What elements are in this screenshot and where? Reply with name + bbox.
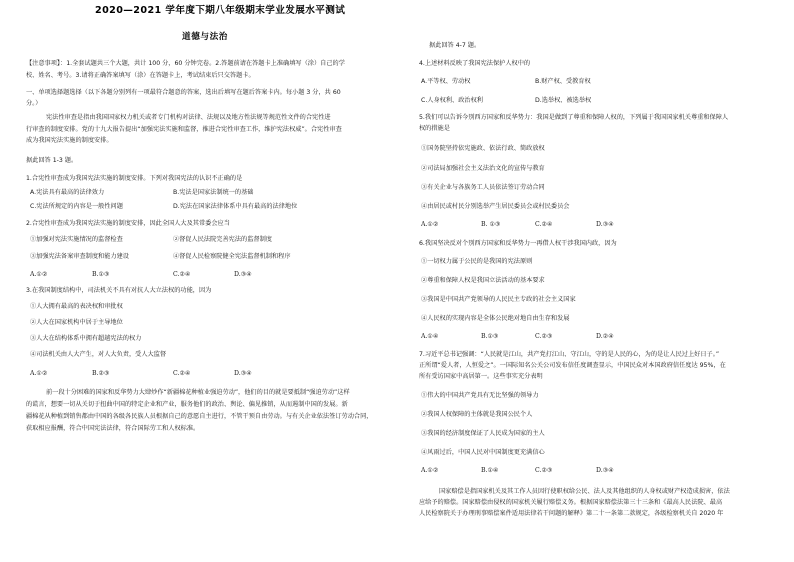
q6-choice-c: C.②③ bbox=[535, 333, 553, 340]
q2-choice-b: B.①③ bbox=[92, 271, 110, 278]
q2-choice-d: D.③④ bbox=[234, 271, 252, 278]
q5-choice-d: D.③④ bbox=[596, 221, 614, 228]
passage2-line: 的谎言，想要一切从关切于扭曲中国的特定企业和产业，服务他们的政治、舆论、偏见推销，从而遏制中国的发展。新 bbox=[26, 401, 348, 408]
passage1-line: 行审查的制度安排。党的十九大报告提出“加强宪法实施和监督，推进合宪性审查工作，维护宪法权威”。合宪性审查 bbox=[26, 126, 342, 133]
q7-choice-a: A.①② bbox=[421, 467, 439, 474]
q2-statement-4: ④督促人民检察院健全宪法监督机制和程序 bbox=[173, 253, 291, 260]
q5-statement-1: ①国务院坚持依宪施政、依法行政、简政放权 bbox=[421, 145, 545, 152]
q1-option-b: B.宪法是国家法制统一的基础 bbox=[173, 189, 254, 196]
q4-stem: 4.上述材料反映了我国宪法保护人权中的 bbox=[419, 60, 531, 67]
q6-stem: 6.我国坚决反对个别西方国家和反华势力一再借人权干涉我国内政，因为 bbox=[419, 240, 617, 247]
passage2-line: 前一段十分困难的国家和反华势力大肆炒作“新疆棉花种植业强迫劳动”，他们的目的就是要抵制“强迫劳动”这样 bbox=[46, 389, 350, 396]
q5-statement-4: ④由居民或村民分别选举产生居民委员会或村民委员会 bbox=[421, 203, 570, 210]
passage2-line: 疆棉花从种植到销售都由中国的各级各民族人员根据自己的意愿自主进行，不管干预自由劳动。与有关企业依法签订劳动合同， bbox=[26, 413, 373, 420]
q3-statement-1: ①人大拥有最高的表决权和审批权 bbox=[30, 303, 123, 310]
q7-statement-1: ①伟大的中国共产党具有无比坚强的领导力 bbox=[421, 392, 539, 399]
q5-statement-2: ②司法局加强社会主义法治文化的宣传与教育 bbox=[421, 165, 545, 172]
q5-choice-c: C.②④ bbox=[535, 221, 553, 228]
q6-choice-b: B.①③ bbox=[481, 333, 499, 340]
q5-stem: 5.我们可以告诉今别西方国家和反华势力：我国是做到了尊重和保障人权的，下列属于我国国家机关尊重和保障人 bbox=[419, 114, 729, 121]
q3-stem: 3.在我国制度结构中，司法机关不具有对抗人大立法权的功能，因为 bbox=[26, 287, 212, 294]
q4-option-a: A.平等权、劳动权 bbox=[421, 78, 471, 85]
question-prompt: 据此回答 1-3 题。 bbox=[26, 157, 78, 164]
q7-statement-3: ③我国的经济制度保证了人民成为国家的主人 bbox=[421, 430, 545, 437]
q2-statement-2: ②督促人民法院完善宪法的监督制度 bbox=[173, 236, 272, 243]
passage3-line: 应给予的赔偿。国家赔偿由侵权的国家机关履行赔偿义务。根据国家赔偿法第三十三条和《最高人民法院、最高 bbox=[419, 499, 723, 506]
section1-heading: 一、单项选择题选择（以下各题分别列有一项最符合题意的答案，选出后填写在题后答案卡内。每小题 3 分，共 60 bbox=[26, 89, 341, 96]
q4-option-c: C.人身权利、政治权利 bbox=[421, 97, 483, 104]
q7-choice-d: D.③④ bbox=[596, 467, 614, 474]
q3-statement-3: ③人大在结构体系中拥有超越宪法的权力 bbox=[30, 335, 142, 342]
q3-statement-2: ②人大在国家机构中居于主导地位 bbox=[30, 319, 123, 326]
q7-choice-c: C.②③ bbox=[535, 467, 553, 474]
q5-stem-cont: 权的措施是 bbox=[419, 125, 450, 132]
q7-stem: 7.习近平总书记强调：“人民就是江山，共产党打江山、守江山，守的是人民的心，为的是让人民过上好日子。” bbox=[419, 351, 720, 358]
q3-choice-d: D.③④ bbox=[234, 370, 252, 377]
passage1-line: 成为我国宪法实施的制度安排。 bbox=[26, 137, 113, 144]
question-prompt: 据此回答 4-7 题。 bbox=[429, 42, 481, 49]
q1-stem: 1.合宪性审查成为我国宪法实施的制度安排。下列对我国宪法的认识不正确的是 bbox=[26, 175, 243, 182]
q7-stem-cont: 所有受访国家中高居第一。这些事实充分表明 bbox=[419, 373, 543, 380]
exam-subject: 道德与法治 bbox=[182, 32, 228, 42]
passage3-line: 人民检察院关于办理刑事赔偿案件适用法律若干问题的解释》第二十一条第二款规定，各级检察机关自 2020 年 bbox=[419, 510, 724, 517]
q1-option-a: A.宪法具有最高的法律效力 bbox=[30, 189, 105, 196]
passage1-line: 宪法性审查是指由我国国家权力机关或者专门机构对法律、法规以及地方性法规等规范性文件的合宪性进 bbox=[46, 114, 331, 121]
q7-statement-2: ②我国人权保障的主体就是我国公民个人 bbox=[421, 411, 533, 418]
q6-statement-3: ③我国是中国共产党领导的人民民主专政的社会主义国家 bbox=[421, 296, 576, 303]
q6-statement-4: ④人民权的实现内容是全体公民绝对地自由生存和发展 bbox=[421, 315, 570, 322]
q2-choice-a: A.①② bbox=[30, 271, 48, 278]
q2-choice-c: C.②④ bbox=[173, 271, 191, 278]
q4-option-b: B.财产权、受教育权 bbox=[535, 78, 591, 85]
q3-choice-b: B.②③ bbox=[92, 370, 110, 377]
q7-choice-b: B.①④ bbox=[481, 467, 499, 474]
q1-option-d: D.宪法在国家法律体系中具有最高的法律地位 bbox=[173, 203, 298, 210]
exam-title: 2020—2021 学年度下期八年级期末学业发展水平测试 bbox=[95, 5, 346, 16]
q6-choice-a: A.①④ bbox=[421, 333, 439, 340]
q4-option-d: D.选举权、被选举权 bbox=[535, 97, 592, 104]
q3-choice-c: C.②④ bbox=[173, 370, 191, 377]
section1-heading-cont: 分。） bbox=[26, 100, 42, 107]
passage2-line: 获取相应报酬，符合中国宪法法律，符合国际劳工和人权标准。 bbox=[26, 425, 200, 432]
notice-line-2: 校、姓名、考号。3.请将正确答案填写（涂）在答题卡上，考试结束后只交答题卡。 bbox=[26, 72, 255, 79]
q7-statement-4: ④风雨过后，中国人民对中国制度更充满信心 bbox=[421, 449, 545, 456]
q2-statement-3: ③加强宪法备案审查制度和能力建设 bbox=[30, 253, 129, 260]
q2-stem: 2.合宪性审查成为我国宪法实施的制度安排，因此全国人大及其常委会应当 bbox=[26, 220, 230, 227]
q5-statement-3: ③有关企业与各族务工人员依法签订劳动合同 bbox=[421, 184, 545, 191]
q7-stem-cont: 正所谓“爱人者，人恒爱之”。一国际知名公关公司发布信任度调查显示，中国民众对本国政府信任度达 95%，在 bbox=[419, 362, 726, 369]
q6-statement-2: ②尊重和保障人权是我国立法活动的基本要求 bbox=[421, 277, 545, 284]
passage3-line: 国家赔偿是指国家机关及其工作人员因行使职权给公民、法人及其他组织的人身权或财产权造成损害，依法 bbox=[439, 488, 730, 495]
q3-choice-a: A.①② bbox=[30, 370, 48, 377]
q1-option-c: C.宪法所规定的内容是一般性问题 bbox=[30, 203, 123, 210]
notice-line-1: 【注意事项】：1.全套试题共三个大题，共计 100 分，60 分钟完卷。2.答题前请在答题卡上准确填写（涂）自己的学 bbox=[26, 60, 345, 67]
q5-choice-b: B. ①③ bbox=[481, 221, 501, 228]
q5-choice-a: A.①② bbox=[421, 221, 439, 228]
q6-choice-d: D.②④ bbox=[596, 333, 614, 340]
q3-statement-4: ④司法机关由人大产生，对人大负责，受人大监督 bbox=[30, 351, 167, 358]
q2-statement-1: ①加强对宪法实施情况的监督检查 bbox=[30, 236, 123, 243]
q6-statement-1: ①一切权力属于公民的是我国的宪法原则 bbox=[421, 258, 533, 265]
